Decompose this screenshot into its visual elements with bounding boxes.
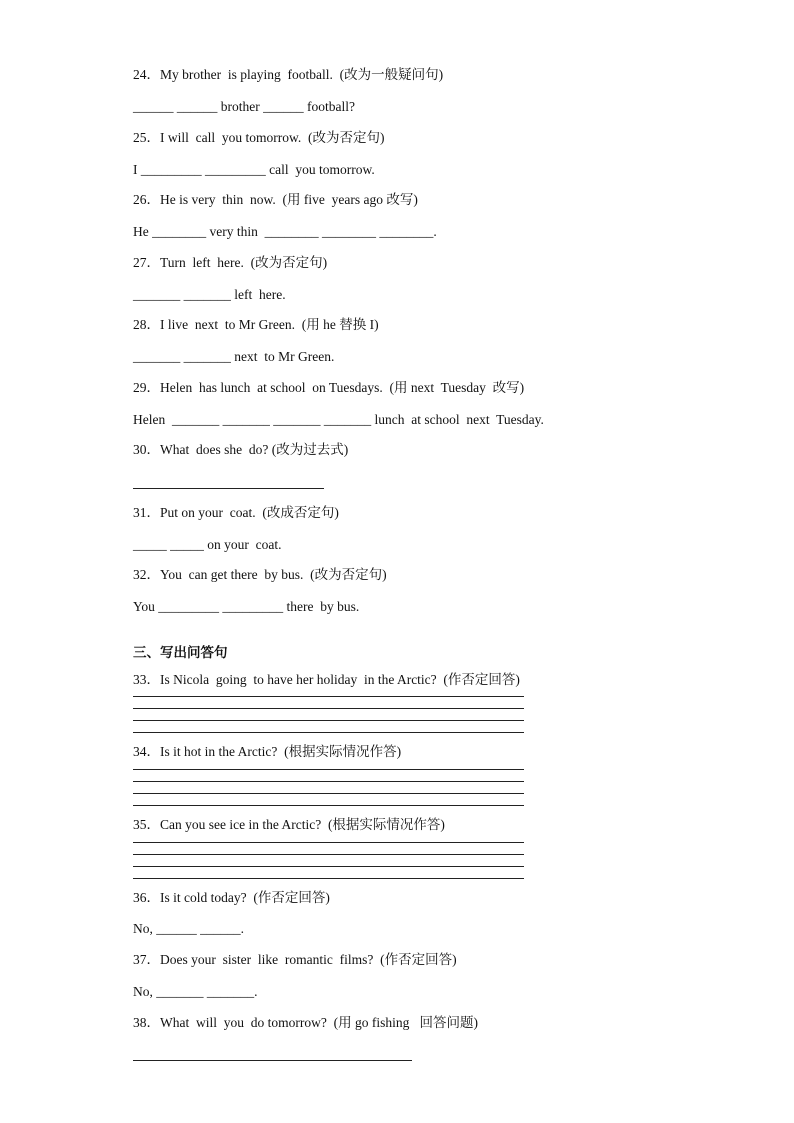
question-25: 25．I will call you tomorrow. (改为否定句) <box>133 130 385 145</box>
answer-line-34-4 <box>133 805 524 806</box>
answer-line-30 <box>133 488 324 489</box>
question-38: 38．What will you do tomorrow? (用 go fishing 回答问题) <box>133 1015 478 1030</box>
answer-24: ______ ______ brother ______ football? <box>133 99 355 114</box>
answer-line-38 <box>133 1060 412 1061</box>
answer-36: No, ______ ______. <box>133 921 244 936</box>
answer-line-34-3 <box>133 793 524 794</box>
question-27: 27．Turn left here. (改为否定句) <box>133 255 328 270</box>
question-28: 28．I live next to Mr Green. (用 he 替换 I) <box>133 317 379 332</box>
question-33: 33．Is Nicola going to have her holiday in the Arctic? (作否定回答) <box>133 672 520 687</box>
answer-line-33-4 <box>133 732 524 733</box>
answer-line-33-1 <box>133 696 524 697</box>
answer-37: No, _______ _______. <box>133 984 258 999</box>
answer-line-35-2 <box>133 854 524 855</box>
question-26: 26．He is very thin now. (用 five years ago 改写) <box>133 192 418 207</box>
question-34: 34．Is it hot in the Arctic? (根据实际情况作答) <box>133 744 402 759</box>
answer-line-33-3 <box>133 720 524 721</box>
question-35: 35．Can you see ice in the Arctic? (根据实际情况作答) <box>133 817 445 832</box>
question-32: 32．You can get there by bus. (改为否定句) <box>133 567 387 582</box>
section-3-heading: 三、写出问答句 <box>133 645 228 661</box>
answer-line-34-2 <box>133 781 524 782</box>
answer-line-34-1 <box>133 769 524 770</box>
question-30: 30．What does she do? (改为过去式) <box>133 442 349 457</box>
question-24: 24．My brother is playing football. (改为一般疑问句) <box>133 67 444 82</box>
answer-line-35-1 <box>133 842 524 843</box>
answer-31: _____ _____ on your coat. <box>133 537 282 552</box>
answer-28: _______ _______ next to Mr Green. <box>133 349 335 364</box>
question-36: 36．Is it cold today? (作否定回答) <box>133 890 330 905</box>
answer-line-33-2 <box>133 708 524 709</box>
answer-27: _______ _______ left here. <box>133 287 286 302</box>
answer-32: You _________ _________ there by bus. <box>133 599 360 614</box>
answer-line-35-3 <box>133 866 524 867</box>
question-29: 29．Helen has lunch at school on Tuesdays. (用 next Tuesday 改写) <box>133 380 525 395</box>
question-31: 31．Put on your coat. (改成否定句) <box>133 505 339 520</box>
answer-line-35-4 <box>133 878 524 879</box>
answer-25: I _________ _________ call you tomorrow. <box>133 162 375 177</box>
answer-26: He ________ very thin ________ ________ ________. <box>133 224 437 239</box>
question-37: 37．Does your sister like romantic films? (作否定回答) <box>133 952 457 967</box>
answer-29: Helen _______ _______ _______ _______ lunch at school next Tuesday. <box>133 412 544 427</box>
